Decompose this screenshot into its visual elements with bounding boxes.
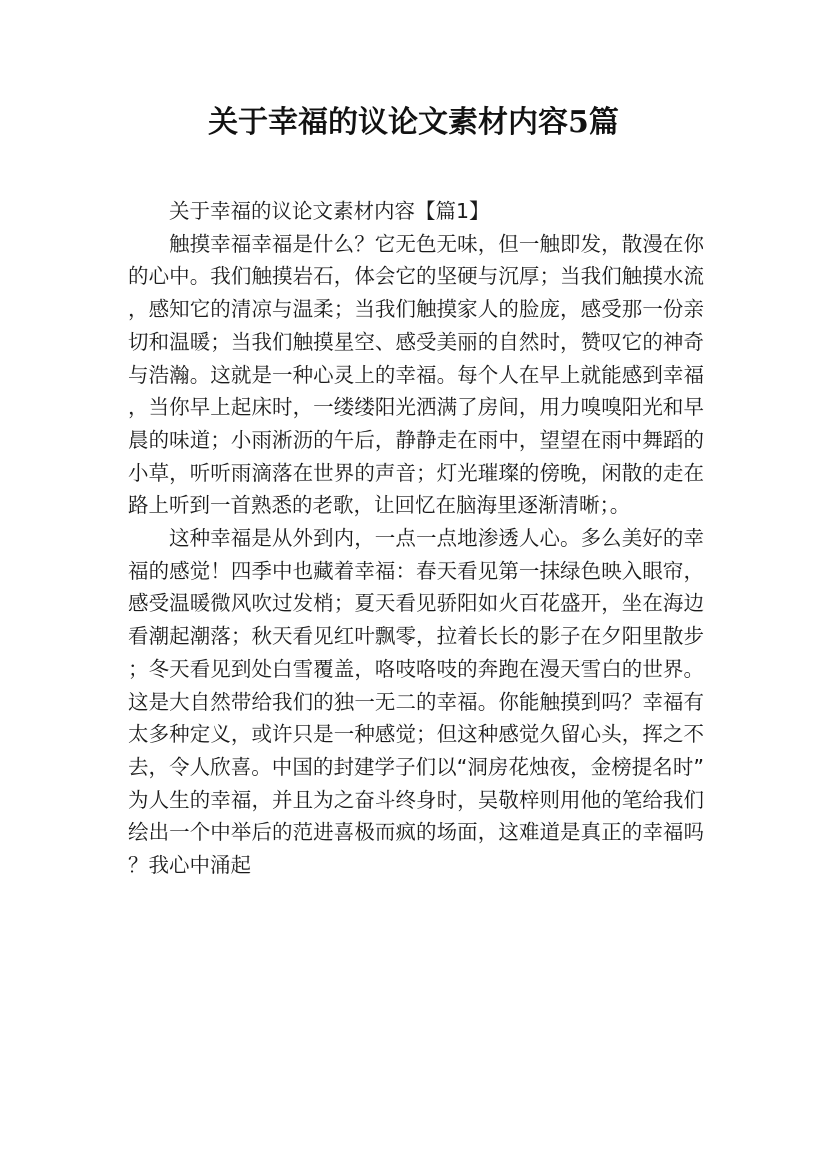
paragraph-1: 触摸幸福幸福是什么？它无色无味，但一触即发，散漫在你的心中。我们触摸岩石，体会它的坚硬与沉厚；当我们触摸水流，感知它的清凉与温柔；当我们触摸家人的脸庞，感受那一份亲切和温暖；当我们触摸星空、感受美丽的自然时，赞叹它的神奇与浩瀚。这就是一种心灵上的幸福。每个人在早上就能感到幸福，当你早上起床时，一缕缕阳光洒满了房间，用力嗅嗅阳光和早晨的味道；小雨淅沥的午后，静静走在雨中，望望在雨中舞蹈的小草，听听雨滴落在世界的声音；灯光璀璨的傍晚，闲散的走在路上听到一首熟悉的老歌，让回忆在脑海里逐渐清晰；。: [128, 231, 704, 518]
document-body: [128, 195, 704, 882]
section-heading: 关于幸福的议论文素材内容【篇1】: [169, 199, 490, 223]
document-title: 关于幸福的议论文素材内容5篇: [208, 105, 619, 140]
paragraph-2: 这种幸福是从外到内，一点一点地渗透人心。多么美好的幸福的感觉！四季中也藏着幸福：春天看见第一抹绿色映入眼帘，感受温暖微风吹过发梢；夏天看见骄阳如火百花盛开，坐在海边看潮起潮落；秋天看见红叶飘零，拉着长长的影子在夕阳里散步；冬天看见到处白雪覆盖，咯吱咯吱的奔跑在漫天雪白的世界。这是大自然带给我们的独一无二的幸福。你能触摸到吗？幸福有太多种定义，或许只是一种感觉；但这种感觉久留心头，挥之不去，令人欣喜。中国的封建学子们以“洞房花烛夜，金榜提名时”为人生的幸福，并且为之奋斗终身时，吴敬梓则用他的笔给我们绘出一个中举后的范进喜极而疯的场面，这难道是真正的幸福吗？我心中涌起: [128, 526, 704, 878]
